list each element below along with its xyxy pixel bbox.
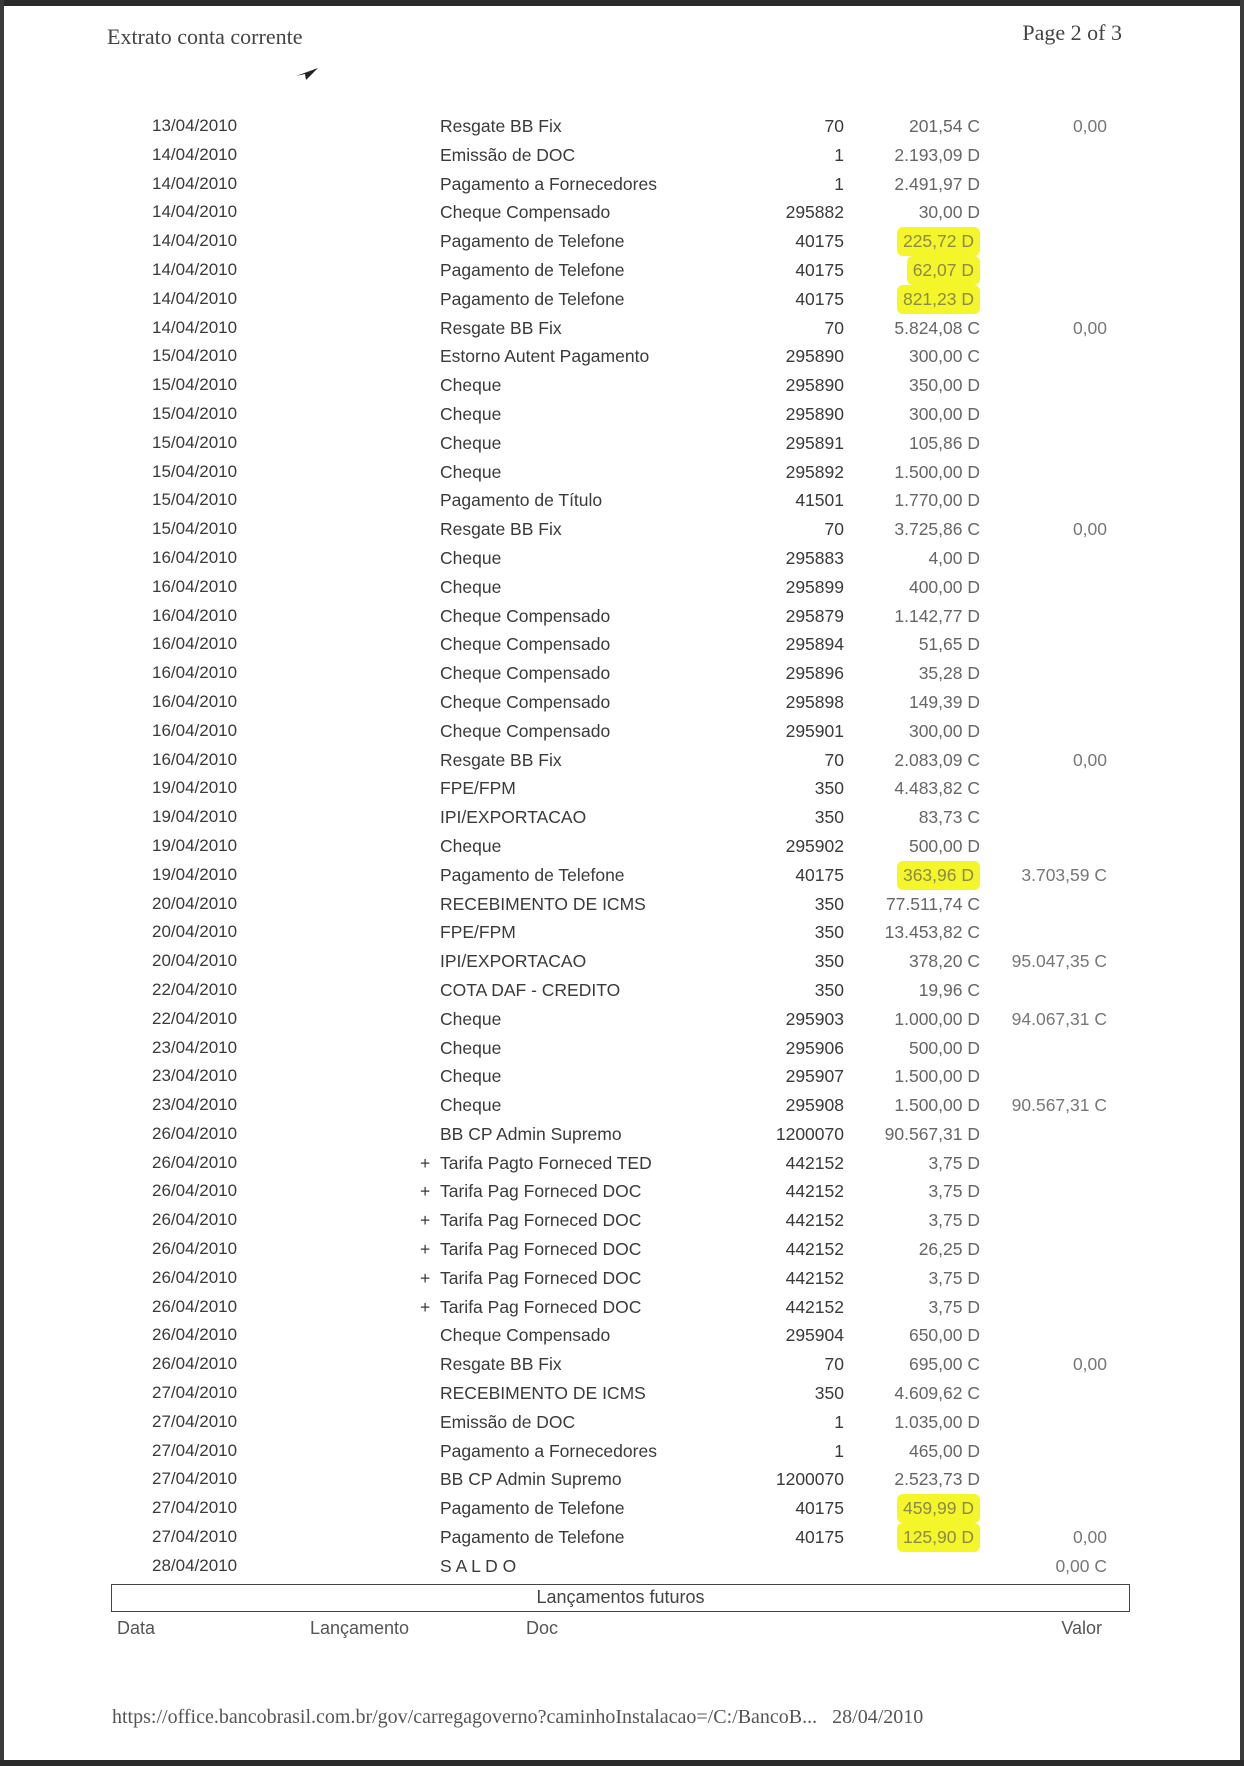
- row-value: 3.725,86 C: [894, 519, 980, 540]
- row-doc: 442152: [785, 1181, 844, 1202]
- row-description: Emissão de DOC: [440, 1411, 576, 1432]
- row-value: 125,90 D: [897, 1523, 980, 1552]
- row-doc: 442152: [785, 1296, 844, 1317]
- row-description: Cheque: [440, 1095, 502, 1116]
- row-date: 15/04/2010: [152, 375, 238, 395]
- row-value: 2.193,09 D: [894, 144, 980, 165]
- row-description: Tarifa Pag Forneced DOC: [440, 1296, 642, 1317]
- row-value: 4.483,82 C: [894, 778, 980, 799]
- row-date: 19/04/2010: [152, 864, 238, 884]
- row-value: 4.609,62 C: [894, 1383, 980, 1404]
- table-row: [0, 227, 1244, 256]
- row-date: 28/04/2010: [152, 1555, 238, 1575]
- row-value: 3,75 D: [928, 1210, 980, 1231]
- row-date: 26/04/2010: [152, 1296, 238, 1316]
- row-doc: 40175: [795, 259, 844, 280]
- row-doc: 295908: [785, 1095, 844, 1116]
- row-date: 16/04/2010: [152, 749, 238, 769]
- row-doc: 442152: [785, 1239, 844, 1260]
- row-doc: 295902: [785, 835, 844, 856]
- page-footer: [112, 1706, 923, 1729]
- row-balance: 94.067,31 C: [1011, 1008, 1107, 1029]
- row-doc: 295904: [785, 1325, 844, 1346]
- row-value: 225,72 D: [897, 227, 980, 256]
- row-doc: 70: [824, 749, 844, 770]
- row-description: Cheque: [440, 432, 502, 453]
- row-value: 1.500,00 D: [894, 1066, 980, 1087]
- table-row: [0, 400, 1244, 429]
- table-row: [0, 947, 1244, 976]
- table-row: [0, 861, 1244, 890]
- row-value: 821,23 D: [897, 285, 980, 314]
- row-date: 16/04/2010: [152, 720, 238, 740]
- scan-edge-top: [0, 0, 1244, 6]
- row-description: Tarifa Pag Forneced DOC: [440, 1239, 642, 1260]
- table-row: [0, 314, 1244, 343]
- row-date: 26/04/2010: [152, 1181, 238, 1201]
- row-doc: 350: [814, 807, 844, 828]
- row-date: 22/04/2010: [152, 1008, 238, 1028]
- row-value: 83,73 C: [918, 807, 980, 828]
- table-row: [0, 803, 1244, 832]
- row-description: Estorno Autent Pagamento: [440, 346, 650, 367]
- row-value: 650,00 D: [908, 1325, 980, 1346]
- row-description: Resgate BB Fix: [440, 1354, 562, 1375]
- row-description: FPE/FPM: [440, 922, 516, 943]
- document-title: Extrato conta corrente: [107, 24, 303, 49]
- row-balance: 0,00: [1072, 519, 1107, 540]
- table-row: [0, 1149, 1244, 1178]
- transaction-list: [0, 112, 1244, 1581]
- table-row: [0, 1379, 1244, 1408]
- row-date: 26/04/2010: [152, 1354, 238, 1374]
- row-plus-marker: +: [420, 1239, 431, 1260]
- row-date: 20/04/2010: [152, 922, 238, 942]
- row-description: Cheque: [440, 1066, 502, 1087]
- row-value: 3,75 D: [928, 1181, 980, 1202]
- row-doc: 295891: [785, 432, 844, 453]
- table-row: [0, 1062, 1244, 1091]
- row-description: RECEBIMENTO DE ICMS: [440, 893, 646, 914]
- row-date: 26/04/2010: [152, 1325, 238, 1345]
- row-description: Cheque Compensado: [440, 691, 611, 712]
- table-row: [0, 774, 1244, 803]
- row-balance: 0,00: [1072, 317, 1107, 338]
- row-doc: 350: [814, 893, 844, 914]
- row-value: 2.523,73 D: [894, 1469, 980, 1490]
- row-description: Tarifa Pag Forneced DOC: [440, 1181, 642, 1202]
- pointer-arrow-icon: [296, 64, 318, 80]
- row-date: 26/04/2010: [152, 1152, 238, 1172]
- col-header-valor: Valor: [1061, 1618, 1102, 1638]
- table-row: [0, 285, 1244, 314]
- table-row: [0, 602, 1244, 631]
- table-row: [0, 1206, 1244, 1235]
- row-date: 14/04/2010: [152, 173, 238, 193]
- row-value: 2.491,97 D: [894, 173, 980, 194]
- row-date: 15/04/2010: [152, 346, 238, 366]
- table-row: [0, 458, 1244, 487]
- table-row: [0, 544, 1244, 573]
- row-doc: 295883: [785, 547, 844, 568]
- row-date: 27/04/2010: [152, 1498, 238, 1518]
- row-description: Cheque: [440, 576, 502, 597]
- row-value: 4,00 D: [928, 547, 980, 568]
- row-date: 26/04/2010: [152, 1239, 238, 1259]
- row-doc: 40175: [795, 864, 844, 885]
- table-row: [0, 1437, 1244, 1466]
- row-description: Cheque: [440, 375, 502, 396]
- row-date: 23/04/2010: [152, 1037, 238, 1057]
- row-value: 90.567,31 D: [884, 1123, 980, 1144]
- row-description: IPI/EXPORTACAO: [440, 807, 587, 828]
- table-row: [0, 717, 1244, 746]
- row-value: 500,00 D: [908, 835, 980, 856]
- row-date: 16/04/2010: [152, 605, 238, 625]
- row-doc: 295892: [785, 461, 844, 482]
- row-description: BB CP Admin Supremo: [440, 1469, 622, 1490]
- row-doc: 295890: [785, 403, 844, 424]
- row-description: Resgate BB Fix: [440, 519, 562, 540]
- row-date: 15/04/2010: [152, 403, 238, 423]
- row-description: Cheque: [440, 835, 502, 856]
- row-value: 26,25 D: [918, 1239, 980, 1260]
- row-value: 62,07 D: [907, 256, 980, 285]
- row-value: 3,75 D: [928, 1267, 980, 1288]
- row-balance: 3.703,59 C: [1021, 864, 1107, 885]
- table-row: [0, 371, 1244, 400]
- row-description: Cheque Compensado: [440, 1325, 611, 1346]
- row-value: 695,00 C: [908, 1354, 980, 1375]
- row-date: 20/04/2010: [152, 893, 238, 913]
- row-description: Cheque: [440, 1037, 502, 1058]
- row-date: 15/04/2010: [152, 432, 238, 452]
- row-doc: 1: [834, 144, 844, 165]
- footer-date: 28/04/2010: [832, 1706, 924, 1728]
- row-doc: 1200070: [775, 1123, 844, 1144]
- row-description: Cheque Compensado: [440, 720, 611, 741]
- row-value: 300,00 D: [908, 403, 980, 424]
- row-description: Cheque Compensado: [440, 202, 611, 223]
- table-row: [0, 976, 1244, 1005]
- row-description: Cheque: [440, 461, 502, 482]
- row-date: 14/04/2010: [152, 288, 238, 308]
- row-value: 363,96 D: [897, 861, 980, 890]
- row-description: RECEBIMENTO DE ICMS: [440, 1383, 646, 1404]
- row-date: 14/04/2010: [152, 202, 238, 222]
- row-date: 14/04/2010: [152, 144, 238, 164]
- table-row: [0, 630, 1244, 659]
- table-row: [0, 1350, 1244, 1379]
- row-value: 459,99 D: [897, 1494, 980, 1523]
- row-description: Resgate BB Fix: [440, 749, 562, 770]
- row-doc: 442152: [785, 1210, 844, 1231]
- row-value: 201,54 C: [908, 116, 980, 136]
- row-doc: 70: [824, 116, 844, 136]
- row-description: Pagamento de Telefone: [440, 864, 625, 885]
- row-doc: 295901: [785, 720, 844, 741]
- row-date: 14/04/2010: [152, 259, 238, 279]
- row-value: 300,00 C: [908, 346, 980, 367]
- row-value: 19,96 C: [918, 979, 980, 1000]
- row-doc: 40175: [795, 288, 844, 309]
- row-description: Pagamento de Telefone: [440, 1498, 625, 1519]
- row-description: Tarifa Pag Forneced DOC: [440, 1210, 642, 1231]
- row-date: 19/04/2010: [152, 807, 238, 827]
- table-row: [0, 890, 1244, 919]
- table-row: [0, 1034, 1244, 1063]
- row-doc: 1: [834, 1440, 844, 1461]
- row-balance: 0,00: [1072, 1354, 1107, 1375]
- row-doc: 1: [834, 1411, 844, 1432]
- table-row: [0, 1235, 1244, 1264]
- row-description: Cheque: [440, 1008, 502, 1029]
- row-description: COTA DAF - CREDITO: [440, 979, 621, 1000]
- page-number: Page 2 of 3: [1022, 20, 1122, 45]
- row-value: 500,00 D: [908, 1037, 980, 1058]
- table-row: [0, 198, 1244, 227]
- row-date: 19/04/2010: [152, 778, 238, 798]
- table-row: [0, 1408, 1244, 1437]
- row-description: Pagamento a Fornecedores: [440, 173, 657, 194]
- table-row: [0, 1494, 1244, 1523]
- future-entries-box: [111, 1584, 1130, 1612]
- row-doc: 442152: [785, 1267, 844, 1288]
- row-description: Pagamento a Fornecedores: [440, 1440, 657, 1461]
- future-entries-title: Lançamentos futuros: [536, 1587, 705, 1607]
- table-row: [0, 1552, 1244, 1581]
- row-doc: 41501: [795, 490, 844, 511]
- table-row: [0, 141, 1244, 170]
- row-plus-marker: +: [420, 1296, 431, 1317]
- row-description: FPE/FPM: [440, 778, 516, 799]
- row-doc: 1: [834, 173, 844, 194]
- row-value: 1.000,00 D: [894, 1008, 980, 1029]
- table-row: [0, 429, 1244, 458]
- table-row: [0, 1321, 1244, 1350]
- row-doc: 295879: [785, 605, 844, 626]
- row-value: 350,00 D: [908, 375, 980, 396]
- table-row: [0, 486, 1244, 515]
- row-date: 23/04/2010: [152, 1095, 238, 1115]
- row-date: 23/04/2010: [152, 1066, 238, 1086]
- row-date: 22/04/2010: [152, 979, 238, 999]
- row-description: Pagamento de Telefone: [440, 259, 625, 280]
- row-date: 16/04/2010: [152, 663, 238, 683]
- row-description: Cheque: [440, 403, 502, 424]
- row-date: 20/04/2010: [152, 951, 238, 971]
- row-description: Cheque Compensado: [440, 663, 611, 684]
- row-date: 27/04/2010: [152, 1440, 238, 1460]
- footer-url: https://office.bancobrasil.com.br/gov/carregagoverno?caminhoInstalacao=/C:/BancoB...: [112, 1706, 818, 1728]
- row-date: 27/04/2010: [152, 1411, 238, 1431]
- row-doc: 295903: [785, 1008, 844, 1029]
- row-description: Pagamento de Telefone: [440, 1527, 625, 1548]
- table-row: [0, 1177, 1244, 1206]
- row-date: 14/04/2010: [152, 231, 238, 251]
- row-doc: 295899: [785, 576, 844, 597]
- table-row: [0, 918, 1244, 947]
- row-plus-marker: +: [420, 1181, 431, 1202]
- row-doc: 295890: [785, 346, 844, 367]
- row-description: S A L D O: [440, 1555, 517, 1576]
- row-description: Pagamento de Telefone: [440, 288, 625, 309]
- row-description: Pagamento de Telefone: [440, 231, 625, 252]
- row-balance: 95.047,35 C: [1011, 951, 1107, 972]
- row-value: 2.083,09 C: [894, 749, 980, 770]
- row-balance: 0,00: [1072, 116, 1107, 136]
- table-row: [0, 1264, 1244, 1293]
- row-date: 26/04/2010: [152, 1267, 238, 1287]
- row-value: 13.453,82 C: [884, 922, 980, 943]
- row-description: Cheque Compensado: [440, 634, 611, 655]
- table-row: [0, 170, 1244, 199]
- row-value: 1.142,77 D: [894, 605, 980, 626]
- row-date: 16/04/2010: [152, 691, 238, 711]
- row-date: 16/04/2010: [152, 634, 238, 654]
- row-date: 27/04/2010: [152, 1383, 238, 1403]
- row-balance: 0,00 C: [1055, 1555, 1107, 1576]
- row-date: 16/04/2010: [152, 576, 238, 596]
- row-plus-marker: +: [420, 1210, 431, 1231]
- row-value: 1.500,00 D: [894, 461, 980, 482]
- row-value: 378,20 C: [908, 951, 980, 972]
- row-doc: 295896: [785, 663, 844, 684]
- table-row: [0, 1465, 1244, 1494]
- row-description: Tarifa Pag Forneced DOC: [440, 1267, 642, 1288]
- row-description: Cheque Compensado: [440, 605, 611, 626]
- row-value: 149,39 D: [908, 691, 980, 712]
- row-description: Tarifa Pagto Forneced TED: [440, 1152, 652, 1173]
- table-row: [0, 1523, 1244, 1552]
- row-plus-marker: +: [420, 1152, 431, 1173]
- row-description: Resgate BB Fix: [440, 317, 562, 338]
- row-doc: 70: [824, 317, 844, 338]
- row-value: 51,65 D: [918, 634, 980, 655]
- row-value: 400,00 D: [908, 576, 980, 597]
- row-value: 1.035,00 D: [894, 1411, 980, 1432]
- col-header-lancamento: Lançamento: [310, 1618, 410, 1638]
- row-doc: 295906: [785, 1037, 844, 1058]
- row-value: 5.824,08 C: [894, 317, 980, 338]
- row-balance: 0,00: [1072, 749, 1107, 770]
- row-doc: 70: [824, 519, 844, 540]
- row-doc: 1200070: [775, 1469, 844, 1490]
- row-description: Emissão de DOC: [440, 144, 576, 165]
- row-doc: 295894: [785, 634, 844, 655]
- table-row: [0, 256, 1244, 285]
- row-date: 26/04/2010: [152, 1210, 238, 1230]
- row-date: 19/04/2010: [152, 835, 238, 855]
- table-row: [0, 112, 1244, 141]
- row-description: IPI/EXPORTACAO: [440, 951, 587, 972]
- row-doc: 350: [814, 951, 844, 972]
- row-doc: 442152: [785, 1152, 844, 1173]
- row-value: 1.500,00 D: [894, 1095, 980, 1116]
- row-doc: 295890: [785, 375, 844, 396]
- row-balance: 90.567,31 C: [1011, 1095, 1107, 1116]
- row-doc: 40175: [795, 1527, 844, 1548]
- row-date: 27/04/2010: [152, 1527, 238, 1547]
- row-doc: 295907: [785, 1066, 844, 1087]
- row-description: BB CP Admin Supremo: [440, 1123, 622, 1144]
- row-value: 3,75 D: [928, 1296, 980, 1317]
- row-doc: 295882: [785, 202, 844, 223]
- row-date: 16/04/2010: [152, 547, 238, 567]
- row-doc: 350: [814, 979, 844, 1000]
- table-row: [0, 573, 1244, 602]
- row-date: 15/04/2010: [152, 461, 238, 481]
- scan-edge-bottom: [0, 1760, 1244, 1766]
- row-date: 15/04/2010: [152, 519, 238, 539]
- row-date: 14/04/2010: [152, 317, 238, 337]
- row-description: Resgate BB Fix: [440, 116, 562, 136]
- row-date: 26/04/2010: [152, 1123, 238, 1143]
- row-date: 27/04/2010: [152, 1469, 238, 1489]
- table-row: [0, 688, 1244, 717]
- row-doc: 295898: [785, 691, 844, 712]
- col-header-data: Data: [117, 1618, 156, 1638]
- row-description: Pagamento de Título: [440, 490, 603, 511]
- table-row: [0, 1293, 1244, 1322]
- row-doc: 350: [814, 922, 844, 943]
- row-balance: 0,00: [1072, 1527, 1107, 1548]
- row-plus-marker: +: [420, 1267, 431, 1288]
- table-row: [0, 515, 1244, 544]
- row-doc: 40175: [795, 1498, 844, 1519]
- row-doc: 70: [824, 1354, 844, 1375]
- table-row: [0, 1120, 1244, 1149]
- row-value: 30,00 D: [918, 202, 980, 223]
- col-header-doc: Doc: [526, 1618, 559, 1638]
- row-value: 35,28 D: [918, 663, 980, 684]
- table-row: [0, 1005, 1244, 1034]
- table-row: [0, 832, 1244, 861]
- table-row: [0, 342, 1244, 371]
- row-value: 105,86 D: [908, 432, 980, 453]
- table-row: [0, 659, 1244, 688]
- row-doc: 350: [814, 1383, 844, 1404]
- row-date: 13/04/2010: [152, 116, 238, 135]
- row-value: 1.770,00 D: [894, 490, 980, 511]
- table-row: [0, 746, 1244, 775]
- row-doc: 40175: [795, 231, 844, 252]
- row-value: 3,75 D: [928, 1152, 980, 1173]
- row-value: 465,00 D: [908, 1440, 980, 1461]
- row-value: 300,00 D: [908, 720, 980, 741]
- row-date: 15/04/2010: [152, 490, 238, 510]
- row-description: Cheque: [440, 547, 502, 568]
- row-value: 77.511,74 C: [885, 893, 980, 914]
- table-row: [0, 1091, 1244, 1120]
- row-doc: 350: [814, 778, 844, 799]
